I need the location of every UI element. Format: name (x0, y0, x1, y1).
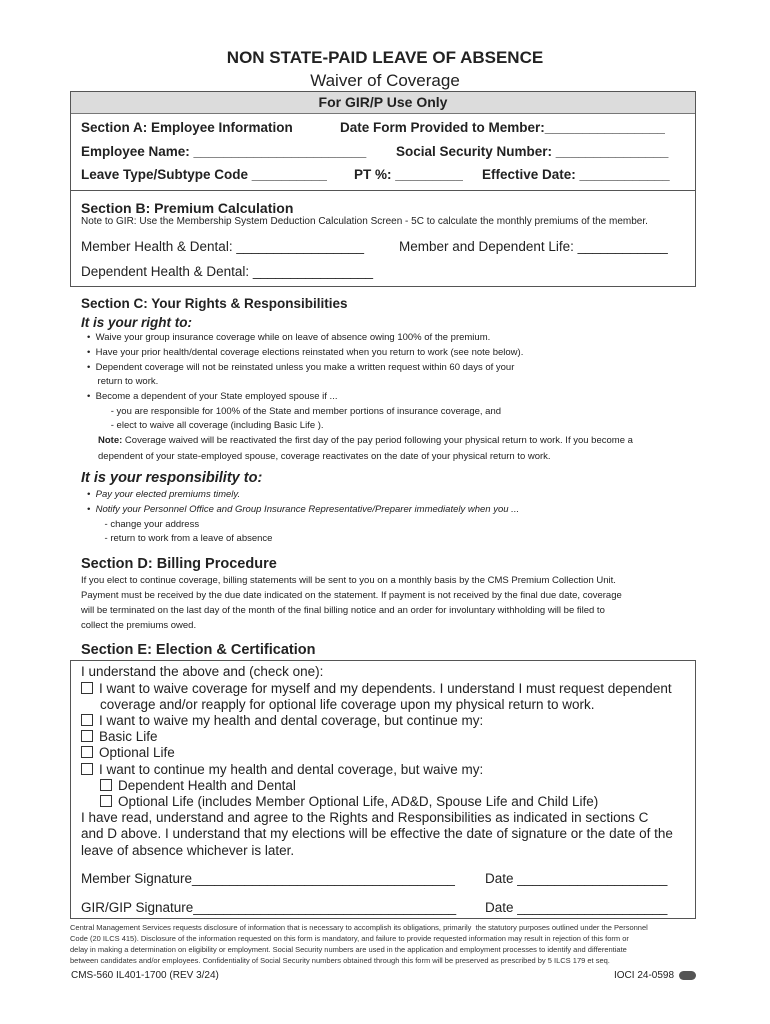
resp-subitem: - change your address (94, 519, 200, 530)
option-dep-health[interactable] (100, 778, 296, 793)
ioci-number: IOCI 24-0598 (614, 970, 675, 981)
leave-type-field[interactable]: Leave Type/Subtype Code __________ (81, 167, 327, 182)
option-optional-life-label: Optional Life (99, 745, 175, 760)
form-number: CMS-560 IL401-1700 (REV 3/24) (71, 970, 219, 981)
option-waive-all-label: I want to waive coverage for myself and my dependents. I understand I must request dependent (99, 681, 672, 696)
member-signature-field[interactable]: Member Signature___________________________________ (81, 871, 455, 886)
section-d-label: Section D: Billing Procedure (81, 556, 277, 572)
dep-health-field[interactable]: Dependent Health & Dental: ________________ (81, 264, 373, 279)
rights-item: • Waive your group insurance coverage while on leave of absence owing 100% of the premium. (87, 332, 491, 343)
resp-item: • Pay your elected premiums timely. (87, 489, 241, 500)
rights-item: • Become a dependent of your State employed spouse if ... (87, 391, 338, 402)
checkbox-optional-life[interactable] (81, 746, 93, 758)
rights-item: • Have your prior health/dental coverage elections reinstated when you return to work (see note below). (87, 347, 524, 358)
option-waive-health-label: I want to waive my health and dental coverage, but continue my: (99, 713, 484, 728)
disclosure-line: delay in making a determination on eligibility or employment. Social Security numbers are used in the application and employment processes to identify and differentiate (70, 945, 627, 954)
disclosure-line: between candidates and/or employees. Confidentiality of Social Security numbers obtained through this form will be preserved as prescribed by 5 ILCS 179 et seq. (70, 956, 610, 965)
option-waive-all[interactable] (81, 681, 672, 696)
certification-text: and D above. I understand that my elections will be effective the date of signature or the date of the (81, 826, 673, 841)
rights-heading: It is your right to: (81, 315, 192, 330)
certification-text: I have read, understand and agree to the Rights and Responsibilities as indicated in sections C (81, 810, 649, 825)
billing-line: collect the premiums owed. (81, 620, 197, 631)
gir-use-bar: For GIR/P Use Only (71, 92, 695, 114)
section-divider (71, 190, 695, 191)
resp-subitem: - return to work from a leave of absence (94, 533, 273, 544)
employee-name-field[interactable]: Employee Name: _______________________ (81, 144, 367, 159)
gir-signature-field[interactable]: GIR/GIP Signature___________________________________ (81, 900, 457, 915)
checkbox-waive-health[interactable] (81, 714, 93, 726)
rights-subitem: - you are responsible for 100% of the State and member portions of insurance coverage, and (87, 406, 502, 417)
date-provided-field[interactable]: Date Form Provided to Member:________________ (340, 120, 665, 135)
section-b-note: Note to GIR: Use the Membership System Deduction Calculation Screen - 5C to calculate the monthly premiums of the member. (81, 216, 648, 227)
option-optional-life[interactable] (81, 745, 175, 760)
option-opt-life-waive[interactable] (100, 794, 598, 809)
rights-subitem: - elect to waive all coverage (including Basic Life ). (87, 420, 324, 431)
checkbox-waive-all[interactable] (81, 682, 93, 694)
checkbox-dep-health[interactable] (100, 779, 112, 791)
disclosure-line: Code (20 ILCS 415). Disclosure of the information requested on this form is mandatory, and failure to provide requested information may result in rejection of this form or (70, 934, 629, 943)
printer-logo-icon (679, 971, 696, 980)
gir-date-field[interactable]: Date ____________________ (485, 900, 668, 915)
certification-text: leave of absence whichever is later. (81, 843, 295, 858)
rights-item: return to work. (87, 376, 159, 387)
pt-field[interactable]: PT %: _________ (354, 167, 463, 182)
section-b-label: Section B: Premium Calculation (81, 200, 294, 216)
resp-item: • Notify your Personnel Office and Group Insurance Representative/Preparer immediately when you ... (87, 504, 520, 515)
note-label: Note: (98, 435, 123, 446)
option-basic-life[interactable] (81, 729, 158, 744)
section-e-label: Section E: Election & Certification (81, 642, 316, 658)
option-basic-life-label: Basic Life (99, 729, 158, 744)
election-intro: I understand the above and (check one): (81, 664, 324, 679)
section-a-label: Section A: Employee Information (81, 120, 293, 135)
billing-line: If you elect to continue coverage, billing statements will be sent to you on a monthly basis by the CMS Premium Collection Unit. (81, 575, 616, 586)
option-continue-health-label: I want to continue my health and dental coverage, but waive my: (99, 762, 484, 777)
form-subtitle: Waiver of Coverage (310, 71, 460, 90)
ssn-field[interactable]: Social Security Number: _______________ (396, 144, 669, 159)
form-title: NON STATE-PAID LEAVE OF ABSENCE (226, 48, 544, 67)
rights-note-cont: dependent of your state-employed spouse, coverage reactivates on the date of your physical return to work. (98, 451, 551, 462)
option-waive-all-cont: coverage and/or reapply for optional life coverage upon my physical return to work. (100, 697, 595, 712)
option-opt-life-waive-label: Optional Life (includes Member Optional Life, AD&D, Spouse Life and Child Life) (118, 794, 599, 809)
disclosure-line: Central Management Services requests disclosure of information that is necessary to accomplish its obligations, primarily the statutory purposes outlined under the Personnel (70, 923, 648, 932)
note-text: Coverage waived will be reactivated the first day of the pay period following your physical return to work. If you become a (122, 435, 633, 446)
billing-line: will be terminated on the last day of the month of the final billing notice and an order for involuntary withholding will be filed to (81, 605, 605, 616)
checkbox-opt-life-waive[interactable] (100, 795, 112, 807)
option-continue-health[interactable] (81, 762, 483, 777)
option-dep-health-label: Dependent Health and Dental (118, 778, 296, 793)
member-dep-life-field[interactable]: Member and Dependent Life: ____________ (399, 239, 668, 254)
checkbox-continue-health[interactable] (81, 763, 93, 775)
resp-heading: It is your responsibility to: (81, 470, 263, 486)
effective-date-field[interactable]: Effective Date: ____________ (482, 167, 670, 182)
rights-item: • Dependent coverage will not be reinstated unless you make a written request within 60 days of your (87, 362, 515, 373)
section-c-label: Section C: Your Rights & Responsibilities (81, 296, 348, 311)
member-health-field[interactable]: Member Health & Dental: _________________ (81, 239, 364, 254)
option-waive-health[interactable] (81, 713, 483, 728)
rights-note (98, 435, 633, 446)
billing-line: Payment must be received by the due date indicated on the statement. If payment is not received by the final due date, coverage (81, 590, 622, 601)
checkbox-basic-life[interactable] (81, 730, 93, 742)
member-date-field[interactable]: Date ____________________ (485, 871, 668, 886)
